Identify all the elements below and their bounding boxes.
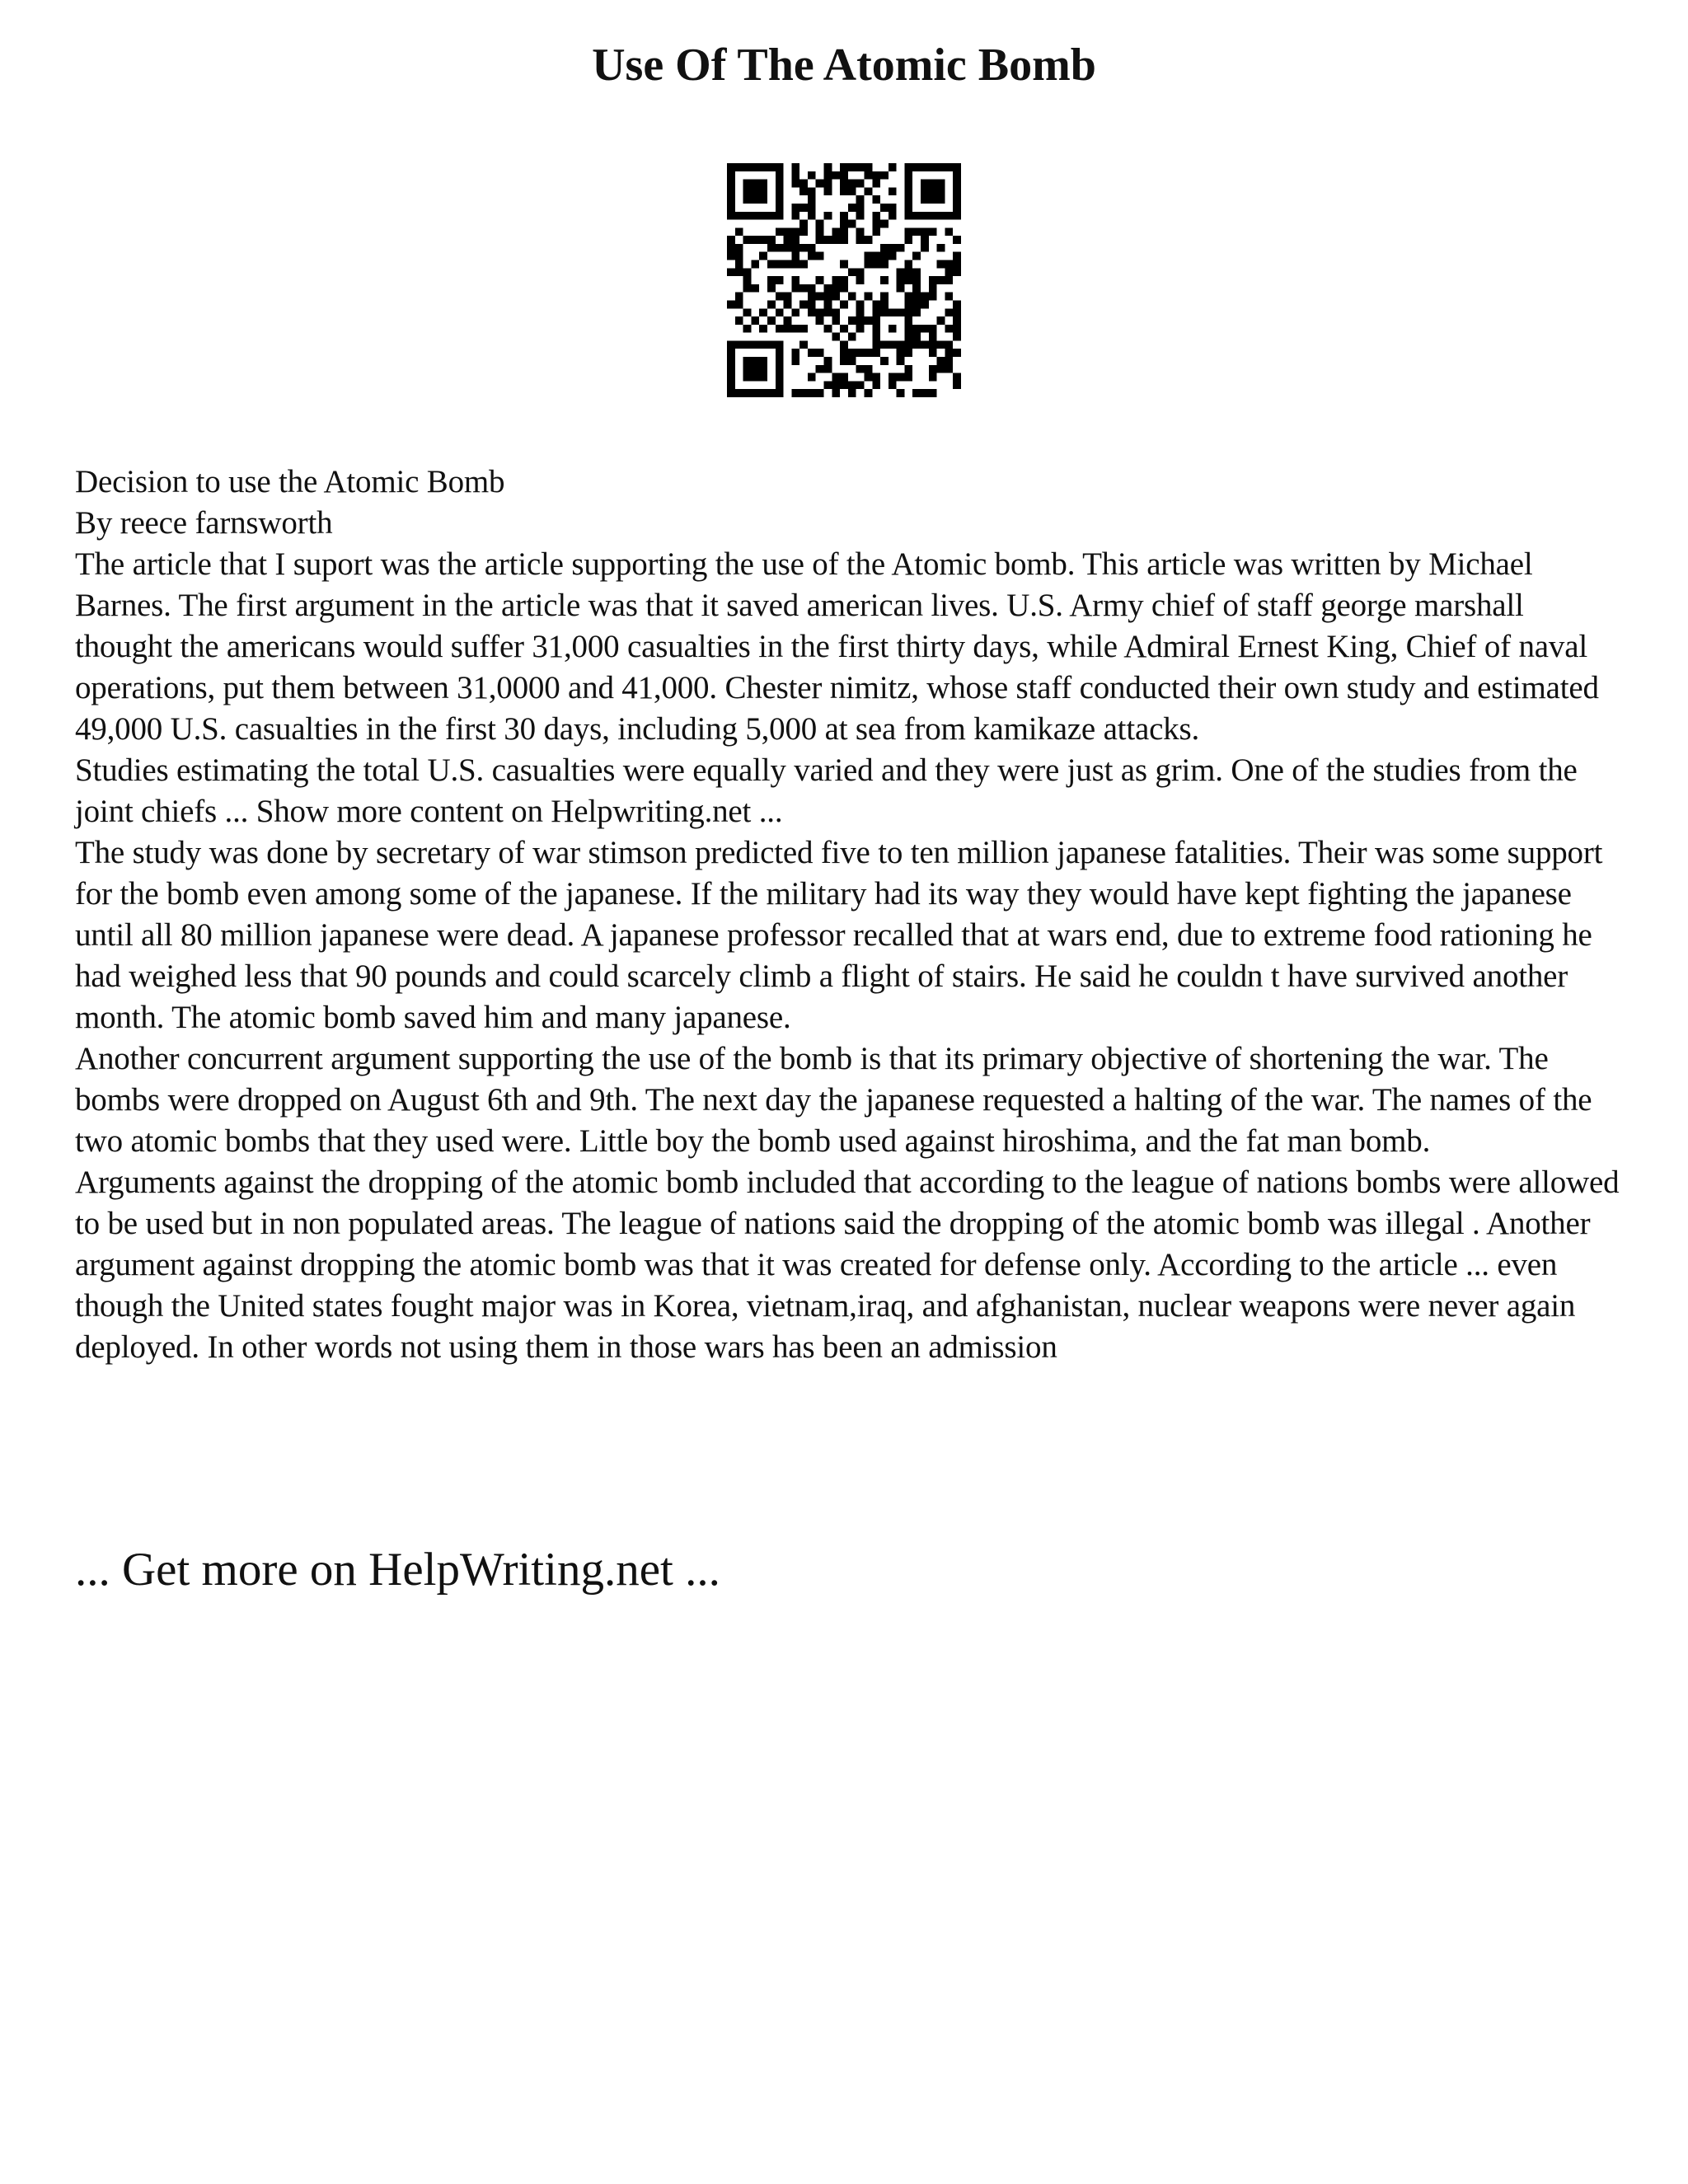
get-more-link[interactable]: ... Get more on HelpWriting.net ...: [75, 1544, 720, 1596]
qr-code-icon[interactable]: [727, 163, 961, 397]
article-paragraph-4: Another concurrent argument supporting the use of the bomb is that its primary objective of shortening the war. The bombs were dropped on August 6th and 9th. The next day the japanese requested a halting of the war. The names of the two atomic bombs that they used were. Little boy the bomb used against hiroshima, and the fat man bomb.: [75, 1041, 1592, 1159]
article-heading-line: Decision to use the Atomic Bomb: [75, 464, 505, 499]
article-paragraph-5: Arguments against the dropping of the atomic bomb included that according to the league of nations bombs were allowed to be used but in non populated areas. The league of nations said the dropping of the atomic bomb was illegal . Another argument against dropping the atomic bomb was that it was created for defense only. According to the article ... even though the United states fought major was in Korea, vietnam,iraq, and afghanistan, nuclear weapons were never again deployed. In other words not using them in those wars has been an admission: [75, 1165, 1620, 1365]
article-paragraph-1: The article that I suport was the article supporting the use of the Atomic bomb. This article was written by Michael Barnes. The first argument in the article was that it saved american lives. U.S. Army chief of staff george marshall thought the americans would suffer 31,000 casualties in the first thirty days, while Admiral Ernest King, Chief of naval operations, put them between 31,0000 and 41,000. Chester nimitz, whose staff conducted their own study and estimated 49,000 U.S. casualties in the first 30 days, including 5,000 at sea from kamikaze attacks.: [75, 546, 1599, 747]
article-paragraph-3: The study was done by secretary of war stimson predicted five to ten million japanese fatalities. Their was some support for the bomb even among some of the japanese. If the military had its way they would have kept fighting the japanese until all 80 million japanese were dead. A japanese professor recalled that at wars end, due to extreme food rationing he had weighed less that 90 pounds and could scarcely climb a flight of stairs. He said he couldn t have survived another month. The atomic bomb saved him and many japanese.: [75, 835, 1603, 1035]
document-title: Use Of The Atomic Bomb: [592, 40, 1096, 91]
article-byline: By reece farnsworth: [75, 505, 333, 541]
article-paragraph-2: Studies estimating the total U.S. casualties were equally varied and they were just as grim. One of the studies from the joint chiefs ... Show more content on Helpwriting.net ...: [75, 752, 1578, 829]
article-body: [75, 462, 1625, 1368]
